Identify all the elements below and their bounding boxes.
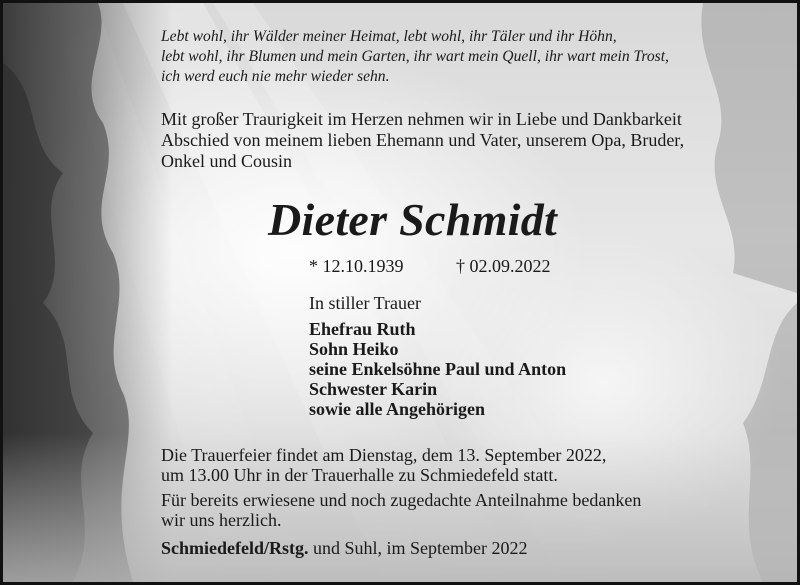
poem-line: Lebt wohl, ihr Wälder meiner Heimat, lebt wohl, ihr Täler und ihr Höhn, — [161, 28, 617, 45]
funeral-info — [161, 445, 606, 485]
thanks-line: Für bereits erwiesene und noch zugedachte Anteilnahme bedanken — [161, 490, 642, 510]
mourner-entry: seine Enkelsöhne Paul und Anton — [309, 359, 567, 379]
poem-line: ich werd euch nie mehr wieder sehn. — [161, 68, 390, 85]
place-rest: und Suhl, im September 2022 — [308, 538, 528, 558]
place-date-line — [161, 538, 528, 558]
mourner-entry: Ehefrau Ruth — [309, 319, 416, 339]
place-location: Schmiedefeld/Rstg. — [161, 538, 309, 558]
deceased-name: Dieter Schmidt — [268, 194, 558, 245]
life-dates — [309, 255, 551, 277]
mourning-heading: In stiller Trauer — [309, 293, 421, 313]
mourner-entry: Sohn Heiko — [309, 339, 399, 359]
mourner-entry: Schwester Karin — [309, 379, 438, 399]
intro-line: Mit großer Traurigkeit im Herzen nehmen wir in Liebe und Dankbarkeit — [161, 109, 682, 129]
birth-date: * 12.10.1939 — [309, 256, 404, 276]
funeral-line: um 13.00 Uhr in der Trauerhalle zu Schmiedefeld statt. — [161, 465, 558, 485]
intro-text — [161, 109, 684, 172]
funeral-line: Die Trauerfeier findet am Dienstag, dem 13. September 2022, — [161, 445, 607, 465]
death-date: † 02.09.2022 — [456, 256, 551, 276]
thanks-text — [161, 490, 641, 530]
mourners-list — [309, 319, 566, 419]
intro-line: Onkel und Cousin — [161, 151, 293, 171]
thanks-line: wir uns herzlich. — [161, 510, 282, 530]
poem-line: lebt wohl, ihr Blumen und mein Garten, ihr wart mein Quell, ihr wart mein Trost, — [161, 48, 669, 65]
poem-verse — [161, 27, 669, 87]
intro-line: Abschied von meinem lieben Ehemann und Vater, unserem Opa, Bruder, — [161, 130, 685, 150]
mourner-entry: sowie alle Angehörigen — [309, 399, 485, 419]
